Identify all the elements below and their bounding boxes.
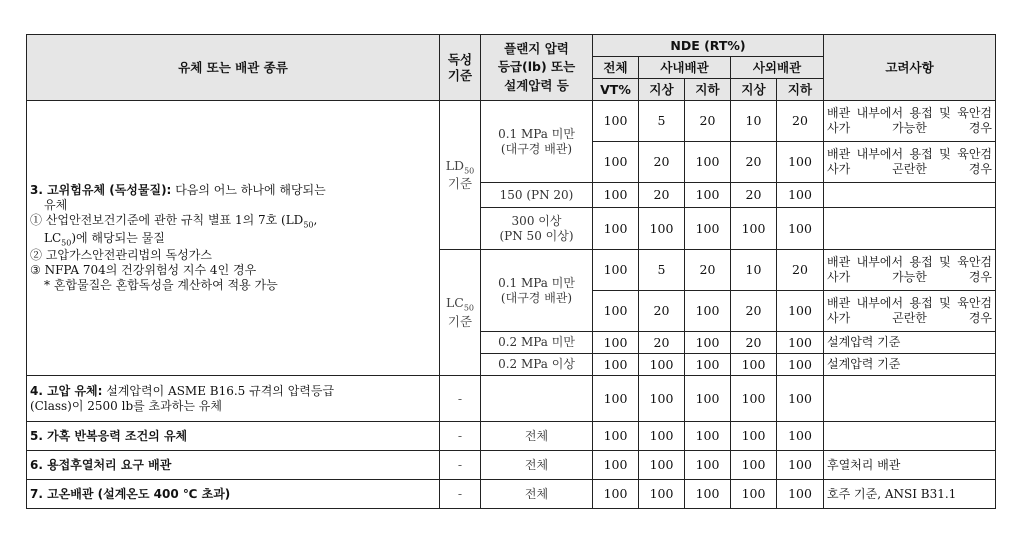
flange-cell: 150 (PN 20) bbox=[481, 183, 593, 208]
flange-cell: 전체 bbox=[481, 480, 593, 509]
table-row bbox=[27, 451, 996, 480]
in-above-cell: 20 bbox=[639, 291, 685, 332]
ex-above-cell: 100 bbox=[731, 376, 777, 422]
ex-below-cell: 100 bbox=[777, 208, 824, 250]
vt-cell: 100 bbox=[593, 480, 639, 509]
ex-above-cell: 100 bbox=[731, 354, 777, 376]
header-considerations: 고려사항 bbox=[824, 35, 996, 101]
header-ex-below: 지하 bbox=[777, 79, 824, 101]
ex-below-cell: 100 bbox=[777, 183, 824, 208]
in-above-cell: 100 bbox=[639, 376, 685, 422]
note-cell: 호주 기준, ANSI B31.1 bbox=[824, 480, 996, 509]
ex-below-cell: 20 bbox=[777, 101, 824, 142]
note-cell: 배관 내부에서 용접 및 육안검사가 곤란한 경우 bbox=[824, 142, 996, 183]
section5-title: 5. 가혹 반복응력 조건의 유체 bbox=[30, 428, 188, 443]
section3-title-cont: 유체 bbox=[44, 198, 68, 213]
note-cell bbox=[824, 422, 996, 451]
in-above-cell: 100 bbox=[639, 354, 685, 376]
in-below-cell: 100 bbox=[685, 183, 731, 208]
flange-cell: 0.1 MPa 미만 (대구경 배관) bbox=[481, 250, 593, 332]
ex-above-cell: 20 bbox=[731, 291, 777, 332]
header-in-above: 지상 bbox=[639, 79, 685, 101]
ex-below-cell: 100 bbox=[777, 422, 824, 451]
table-row bbox=[27, 101, 996, 142]
note-cell: 배관 내부에서 용접 및 육안검사가 곤란한 경우 bbox=[824, 291, 996, 332]
ex-below-cell: 100 bbox=[777, 354, 824, 376]
vt-cell: 100 bbox=[593, 291, 639, 332]
section3-note: * 혼합물질은 혼합독성을 계산하여 적용 가능 bbox=[44, 277, 278, 292]
section4-title-cont: (Class)이 2500 lb를 초과하는 유체 bbox=[30, 398, 222, 413]
ex-above-cell: 100 bbox=[731, 451, 777, 480]
note-cell: 설계압력 기준 bbox=[824, 332, 996, 354]
header-flange-line1: 플랜지 압력 bbox=[504, 41, 569, 57]
in-above-cell: 5 bbox=[639, 250, 685, 291]
ex-above-cell: 100 bbox=[731, 422, 777, 451]
header-fluid-type: 유체 또는 배관 종류 bbox=[27, 35, 440, 101]
section7-description bbox=[27, 480, 440, 509]
in-above-cell: 100 bbox=[639, 208, 685, 250]
in-above-cell: 5 bbox=[639, 101, 685, 142]
note-cell bbox=[824, 183, 996, 208]
ex-above-cell: 20 bbox=[731, 183, 777, 208]
in-below-cell: 100 bbox=[685, 291, 731, 332]
note-cell bbox=[824, 208, 996, 250]
flange-cell: 0.2 MPa 이상 bbox=[481, 354, 593, 376]
table-row bbox=[27, 480, 996, 509]
vt-cell: 100 bbox=[593, 354, 639, 376]
vt-cell: 100 bbox=[593, 376, 639, 422]
section3-item1-cont: $LC_{50}$)에 해당되는 물질 bbox=[44, 230, 165, 247]
in-below-cell: 100 bbox=[685, 376, 731, 422]
ex-below-cell: 100 bbox=[777, 480, 824, 509]
toxicity-lc50: $LC_{50}$ 기준 bbox=[440, 250, 481, 376]
in-below-cell: 100 bbox=[685, 142, 731, 183]
in-below-cell: 100 bbox=[685, 208, 731, 250]
section3-title-rest: 다음의 어느 하나에 해당되는 bbox=[171, 183, 326, 198]
ex-below-cell: 20 bbox=[777, 250, 824, 291]
in-above-cell: 100 bbox=[639, 480, 685, 509]
toxicity-cell: - bbox=[440, 422, 481, 451]
header-vt: VT% bbox=[593, 79, 639, 101]
ex-above-cell: 100 bbox=[731, 480, 777, 509]
ex-above-cell: 10 bbox=[731, 101, 777, 142]
ex-below-cell: 100 bbox=[777, 142, 824, 183]
vt-cell: 100 bbox=[593, 250, 639, 291]
vt-cell: 100 bbox=[593, 101, 639, 142]
flange-cell: 0.2 MPa 미만 bbox=[481, 332, 593, 354]
ex-above-cell: 10 bbox=[731, 250, 777, 291]
ex-below-cell: 100 bbox=[777, 451, 824, 480]
section3-description bbox=[27, 101, 440, 376]
section4-title-bold: 4. 고압 유체: bbox=[30, 383, 103, 398]
in-below-cell: 100 bbox=[685, 480, 731, 509]
note-cell bbox=[824, 376, 996, 422]
flange-cell: 전체 bbox=[481, 422, 593, 451]
section6-title: 6. 용접후열처리 요구 배관 bbox=[30, 457, 172, 472]
in-below-cell: 100 bbox=[685, 332, 731, 354]
in-above-cell: 100 bbox=[639, 451, 685, 480]
note-cell: 설계압력 기준 bbox=[824, 354, 996, 376]
section5-description bbox=[27, 422, 440, 451]
toxicity-cell: - bbox=[440, 451, 481, 480]
ex-below-cell: 100 bbox=[777, 376, 824, 422]
header-toxicity bbox=[440, 35, 481, 101]
header-total: 전체 bbox=[593, 57, 639, 79]
toxicity-cell: - bbox=[440, 480, 481, 509]
in-above-cell: 100 bbox=[639, 422, 685, 451]
toxicity-ld50: $LD_{50}$ 기준 bbox=[440, 101, 481, 250]
header-external: 사외배관 bbox=[731, 57, 824, 79]
header-toxicity-line1: 독성 bbox=[447, 51, 473, 67]
toxicity-cell: - bbox=[440, 376, 481, 422]
in-below-cell: 20 bbox=[685, 101, 731, 142]
flange-cell bbox=[481, 376, 593, 422]
vt-cell: 100 bbox=[593, 183, 639, 208]
ex-above-cell: 20 bbox=[731, 142, 777, 183]
vt-cell: 100 bbox=[593, 422, 639, 451]
in-above-cell: 20 bbox=[639, 183, 685, 208]
header-flange-line2: 등급(lb) 또는 bbox=[497, 59, 576, 75]
note-cell: 후열처리 배관 bbox=[824, 451, 996, 480]
flange-cell: 300 이상 (PN 50 이상) bbox=[481, 208, 593, 250]
header-in-below: 지하 bbox=[685, 79, 731, 101]
header-flange-rating bbox=[481, 35, 593, 101]
in-below-cell: 100 bbox=[685, 422, 731, 451]
ex-above-cell: 100 bbox=[731, 208, 777, 250]
header-row-1 bbox=[27, 35, 996, 57]
vt-cell: 100 bbox=[593, 208, 639, 250]
header-flange-line3: 설계압력 등 bbox=[504, 77, 569, 93]
section7-title: 7. 고온배관 (설계온도 400 ℃ 초과) bbox=[30, 486, 231, 501]
section6-description bbox=[27, 451, 440, 480]
in-below-cell: 100 bbox=[685, 451, 731, 480]
section3-title bbox=[30, 183, 436, 198]
note-cell: 배관 내부에서 용접 및 육안검사가 가능한 경우 bbox=[824, 101, 996, 142]
flange-cell: 0.1 MPa 미만 (대구경 배관) bbox=[481, 101, 593, 183]
in-below-cell: 20 bbox=[685, 250, 731, 291]
flange-cell: 전체 bbox=[481, 451, 593, 480]
header-toxicity-line2: 기준 bbox=[447, 67, 473, 83]
section3-item2: ② 고압가스안전관리법의 독성가스 bbox=[30, 247, 212, 262]
vt-cell: 100 bbox=[593, 451, 639, 480]
section3-item3: ③ NFPA 704의 건강위험성 지수 4인 경우 bbox=[30, 262, 257, 277]
ex-above-cell: 20 bbox=[731, 332, 777, 354]
header-nde: NDE (RT%) bbox=[593, 35, 824, 57]
vt-cell: 100 bbox=[593, 332, 639, 354]
in-above-cell: 20 bbox=[639, 332, 685, 354]
section4-description bbox=[27, 376, 440, 422]
table-row bbox=[27, 422, 996, 451]
in-below-cell: 100 bbox=[685, 354, 731, 376]
in-above-cell: 20 bbox=[639, 142, 685, 183]
header-ex-above: 지상 bbox=[731, 79, 777, 101]
ex-below-cell: 100 bbox=[777, 332, 824, 354]
nde-requirements-table bbox=[26, 34, 996, 509]
note-cell: 배관 내부에서 용접 및 육안검사가 가능한 경우 bbox=[824, 250, 996, 291]
vt-cell: 100 bbox=[593, 142, 639, 183]
table-row bbox=[27, 376, 996, 422]
ex-below-cell: 100 bbox=[777, 291, 824, 332]
section4-title-rest: 설계압력이 ASME B16.5 규격의 압력등급 bbox=[102, 383, 335, 398]
section3-item1: ① 산업안전보건기준에 관한 규칙 별표 1의 7호 ($LD_{50}$, bbox=[30, 213, 318, 230]
section3-title-bold: 3. 고위험유체 (독성물질): bbox=[30, 183, 172, 198]
header-in-house: 사내배관 bbox=[639, 57, 731, 79]
